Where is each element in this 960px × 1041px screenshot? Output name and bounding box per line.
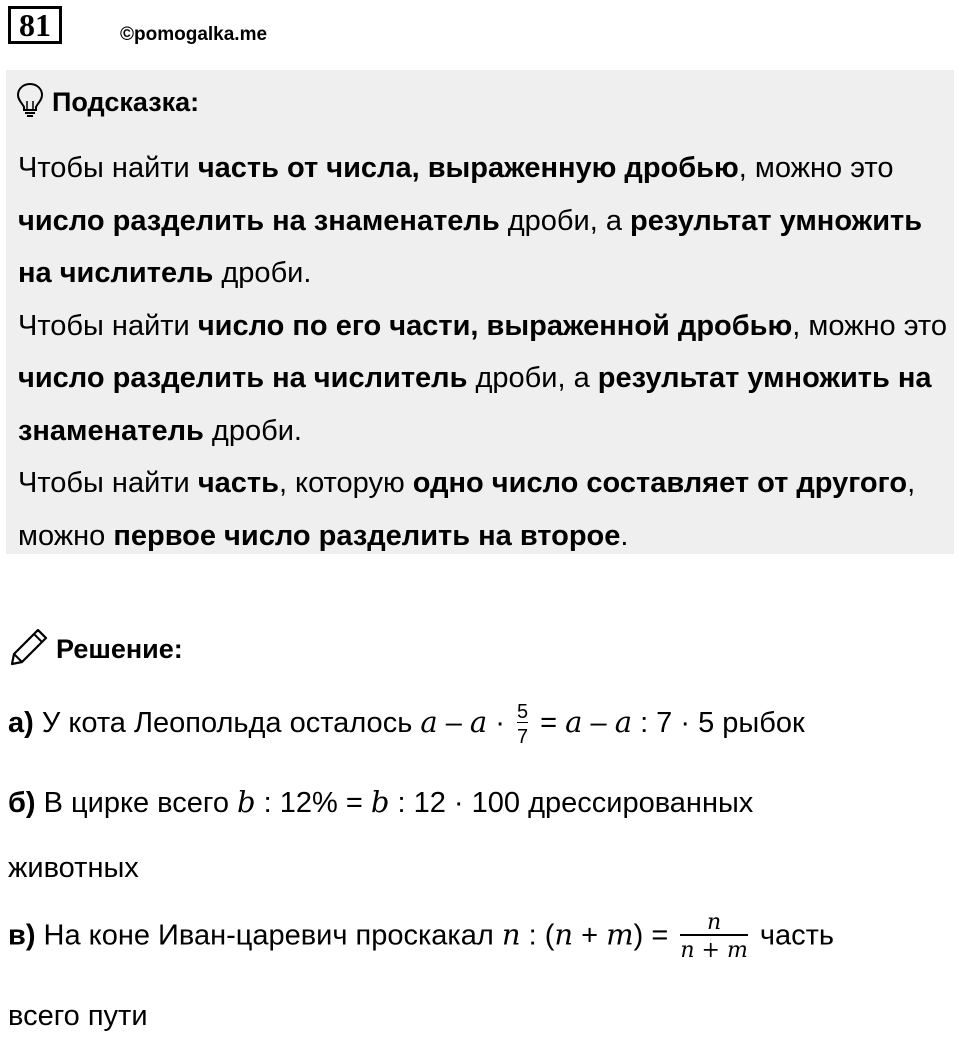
math-var: a [614,705,633,740]
answer-text: На коне Иван-царевич проскакал [35,919,502,952]
answer-label: б) [8,787,36,819]
answer-text: ) = [633,919,677,952]
task-number: 81 [8,6,62,44]
answer-b [8,785,753,820]
answer-text: У кота Леопольда осталось [33,707,421,740]
hint-text [18,142,948,562]
hint-text-run: Чтобы найти [18,467,198,499]
hint-paragraph-2 [18,300,948,458]
hint-bold-run: одно число составляет от другого [412,467,908,499]
answer-text: часть [751,919,835,952]
answer-text: В цирке всего [35,787,238,819]
math-var: n [554,917,574,952]
hint-text-run: , можно это [738,152,894,184]
answer-label: а) [8,707,34,740]
hint-bold-run: часть от числа, выраженную дробью [197,152,739,184]
math-op: + [573,919,607,952]
hint-text-run: дроби, а [467,362,598,394]
fraction-5-7 [517,702,528,747]
site-watermark[interactable]: ©pomogalka.me [120,24,268,45]
hint-text-run: дроби. [203,414,302,447]
lightbulb-icon [16,82,44,123]
hint-text-run: , можно это [792,309,947,342]
solution-title: Решение: [56,633,183,664]
math-var: b [370,785,390,819]
hint-text-run: дроби, а [499,204,631,237]
fraction-numerator: 5 [516,701,529,723]
fraction-n-over-n-plus-m [680,912,747,962]
answer-text: : ( [520,919,555,952]
math-op: = [532,707,566,740]
answer-c [8,912,834,962]
math-var: a [469,705,488,740]
hint-paragraph-1 [18,142,948,300]
pencil-icon [8,626,50,673]
hint-bold-run: результат умножить на числитель [18,204,923,289]
answer-c-line2: всего пути [8,1000,148,1032]
hint-text-run: Чтобы найти [18,309,198,342]
answer-text: : 12 · 100 дрессированных [389,787,754,819]
hint-text-run: . [620,519,629,552]
hint-box [6,70,954,554]
hint-bold-run: часть [197,467,279,499]
hint-text-run: , которую [278,467,413,499]
hint-bold-run: число разделить на числитель [18,362,468,394]
hint-paragraph-3 [18,457,948,562]
hint-bold-run: число по его части, выраженной дробью [197,309,793,342]
math-op: · [487,707,513,740]
math-var: m [606,917,634,952]
answer-a [8,702,805,747]
solution-header [8,625,183,673]
fraction-denominator: n + m [680,934,747,962]
answer-text: : 7 · 5 рыбок [632,707,805,740]
hint-bold-run: результат умножить на знаменатель [18,362,932,447]
hint-title: Подсказка: [52,86,200,117]
hint-bold-run: первое число разделить на второе [113,519,621,552]
fraction-numerator: n [707,910,722,935]
hint-text-run: Чтобы найти [18,152,198,184]
hint-bold-run: число разделить на знаменатель [18,204,500,237]
math-var: n [501,917,521,952]
math-var: a [565,705,583,740]
answer-text: : 12% = [255,787,371,819]
math-op: – [582,707,615,740]
hint-text-run: , можно [18,467,916,552]
answer-b-line2: животных [8,852,139,884]
hint-text-run: дроби. [213,257,312,289]
hint-header [16,82,199,122]
fraction-denominator: 7 [517,722,528,747]
math-var: b [237,785,256,819]
math-op: – [437,707,470,740]
math-var: a [420,705,438,740]
answer-label: в) [8,919,36,952]
